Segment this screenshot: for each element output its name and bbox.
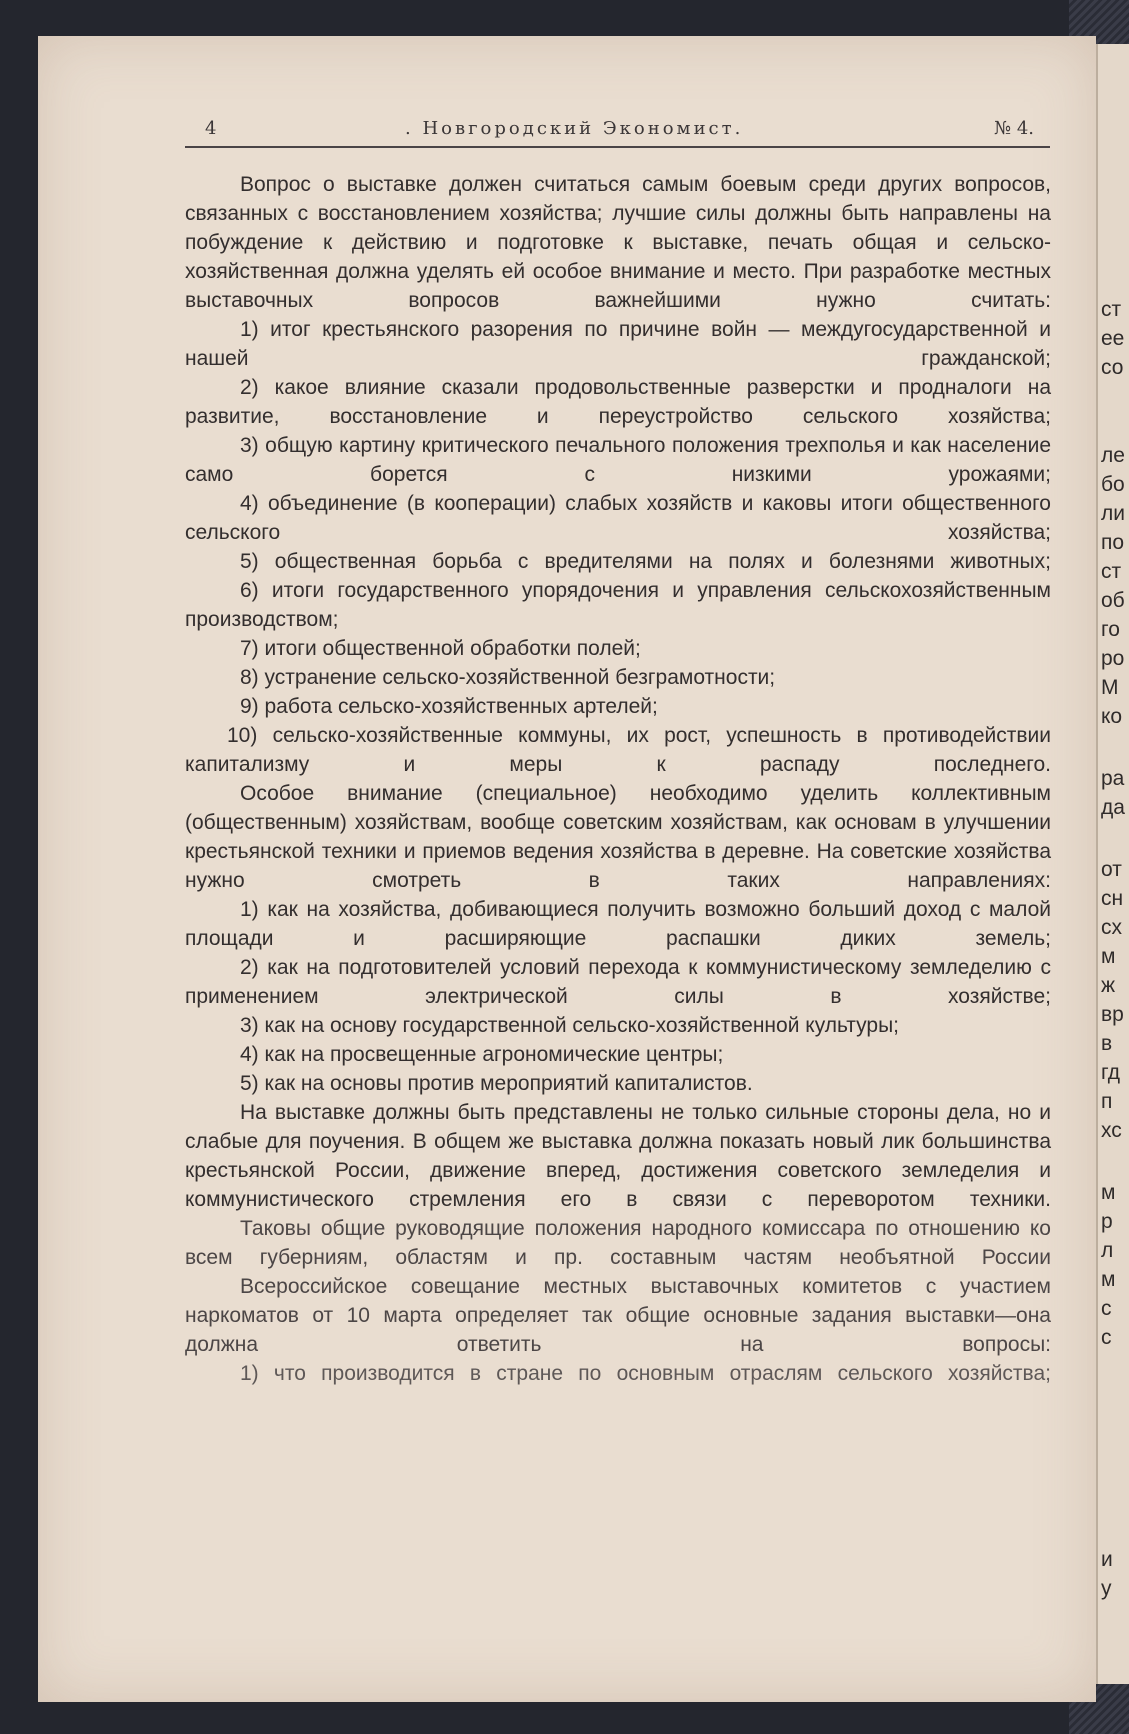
fragment-text: бо	[1101, 473, 1125, 496]
list-item: 1) что производится в стране по основным отраслям сельского хозяйства;	[240, 1362, 1051, 1385]
fragment-text: ко	[1101, 705, 1123, 728]
list-item: 7) итоги общественной обработки полей;	[240, 637, 641, 660]
fragment-text: по	[1101, 531, 1125, 554]
fragment-text: л	[1101, 1239, 1114, 1262]
list-item: 1) итог крестьянского разорения по причине войн — междугосударственной и нашей гражданской;	[185, 318, 1051, 370]
paragraph: Таковы общие руководящие положения народного комиссара по отношению ко всем губерниям, областям и пр. составным частям необъятной России	[185, 1217, 1051, 1269]
adjacent-page-edge	[1096, 44, 1129, 1684]
list-item: 4) объединение (в кооперации) слабых хозяйств и каковы итоги общественного сельского хозяйства;	[185, 492, 1051, 544]
fragment-text: со	[1101, 356, 1124, 379]
list-item: 4) как на просвещенные агрономические центры;	[240, 1043, 724, 1066]
fragment-text: ра	[1101, 767, 1125, 790]
paragraph: На выставке должны быть представлены не только сильные стороны дела, но и слабые для поучения. В общем же выставка должна показать новый лик большинства крестьянской России, движение вперед, достижения советского земледелия и коммунистического стремления его в связи с переворотом техники.	[185, 1101, 1051, 1211]
list-item: 10) сельско-хозяйственные коммуны, их рост, успешность в противодействии капитализму и меры к распаду последнего.	[185, 724, 1051, 776]
list-item: 8) устранение сельско-хозяйственной безграмотности;	[240, 666, 776, 689]
page-number: 4	[205, 118, 217, 139]
fragment-text: да	[1101, 796, 1125, 819]
fragment-text: об	[1101, 589, 1125, 612]
fragment-text: с	[1101, 1297, 1112, 1320]
fragment-text: у	[1101, 1577, 1112, 1600]
list-item: 2) как на подготовителей условий перехода к коммунистическому земледелию с применением электрической силы в хозяйстве;	[185, 956, 1051, 1008]
journal-title: . Новгородский Экономист.	[405, 118, 744, 139]
fragment-text: ст	[1101, 298, 1122, 321]
fragment-text: ст	[1101, 560, 1122, 583]
paragraph: Особое внимание (специальное) необходимо уделить коллективным (общественным) хозяйствам, вообще советским хозяйствам, как основам в улучшении крестьянской техники и приемов ведения хозяйства в деревне. На советские хозяйства нужно смотреть в таких направлениях:	[185, 782, 1051, 892]
fragment-text: го	[1101, 618, 1120, 641]
fragment-text: м	[1101, 1181, 1116, 1204]
fragment-text: ле	[1101, 444, 1125, 467]
article-body	[185, 170, 1051, 1388]
fragment-text: ж	[1101, 974, 1116, 997]
list-item: 2) какое влияние сказали продовольственные разверстки и продналоги на развитие, восстановление и переустройство сельского хозяйства;	[185, 376, 1051, 428]
paragraph: Всероссийское совещание местных выставочных комитетов с участием наркоматов от 10 марта определяет так общие основные задания выставки—она должна ответить на вопросы:	[185, 1275, 1051, 1356]
fragment-text: сх	[1101, 916, 1122, 939]
fragment-text: сн	[1101, 887, 1124, 910]
list-item: 1) как на хозяйства, добивающиеся получить возможно больший доход с малой площади и расширяющие распашки диких земель;	[185, 898, 1051, 950]
fragment-text: хс	[1101, 1119, 1122, 1142]
fragment-text: в	[1101, 1032, 1113, 1055]
fragment-text: вр	[1101, 1003, 1124, 1026]
running-header	[185, 114, 1050, 148]
list-item: 3) как на основу государственной сельско-хозяйственной культуры;	[240, 1014, 900, 1037]
fragment-text: м	[1101, 945, 1116, 968]
list-item: 5) как на основы против мероприятий капиталистов.	[240, 1072, 753, 1095]
fragment-text: от	[1101, 858, 1122, 881]
list-item: 5) общественная борьба с вредителями на полях и болезнями животных;	[240, 550, 1051, 573]
issue-number: № 4.	[994, 118, 1034, 139]
fragment-text: п	[1101, 1090, 1113, 1113]
fragment-text: ро	[1101, 647, 1125, 670]
fragment-text: М	[1101, 676, 1119, 699]
list-item: 3) общую картину критического печального положения трехполья и как население само борется с низкими урожаями;	[185, 434, 1051, 486]
list-item: 6) итоги государственного упорядочения и управления сельскохозяйственным производством;	[185, 579, 1051, 631]
fragment-text: гд	[1101, 1061, 1120, 1084]
fragment-text: р	[1101, 1210, 1113, 1233]
fragment-text: ее	[1101, 327, 1125, 350]
fragment-text: м	[1101, 1268, 1116, 1291]
fragment-text: и	[1101, 1548, 1113, 1571]
fragment-text: с	[1101, 1326, 1112, 1349]
fragment-text: ли	[1101, 502, 1125, 525]
list-item: 9) работа сельско-хозяйственных артелей;	[240, 695, 658, 718]
paragraph: Вопрос о выставке должен считаться самым боевым среди других вопросов, связанных с восстановлением хозяйства; лучшие силы должны быть направлены на побуждение к действию и подготовке к выставке, печать общая и сельско-хозяйственная должна уделять ей особое внимание и место. При разработке местных выставочных вопросов важнейшими нужно считать:	[185, 173, 1051, 312]
